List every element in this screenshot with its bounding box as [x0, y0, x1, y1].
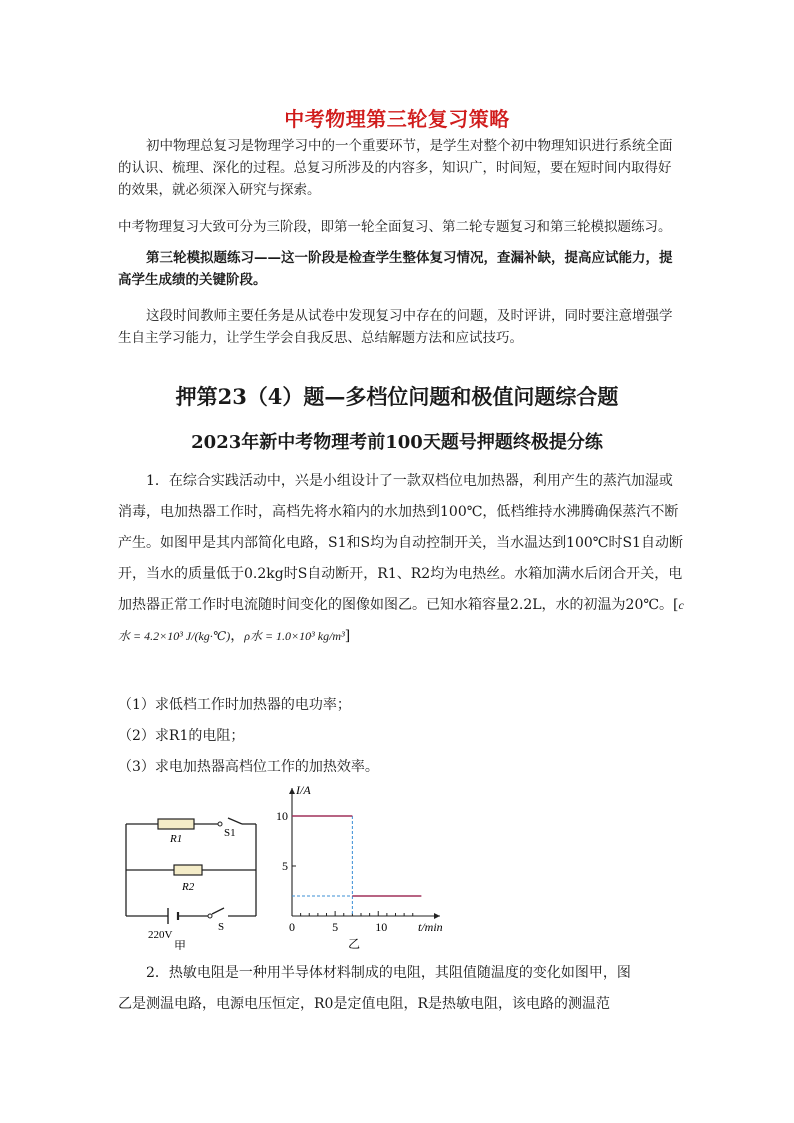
subquestion-2: （2）求R1的电阻；	[118, 728, 245, 744]
circuit-diagram	[118, 800, 268, 950]
question-2-text	[118, 958, 684, 1020]
resistor-r1	[158, 819, 194, 829]
question-2-line-1: 2．热敏电阻是一种用半导体材料制成的电阻，其阻值随温度的变化如图甲，图	[146, 965, 631, 981]
x-tick-label: 5	[332, 920, 339, 934]
label-voltage: 220V	[148, 929, 173, 941]
x-tick-label: 0	[289, 920, 295, 934]
x-axis-label: t/min	[418, 920, 443, 934]
section-subheading: 2023年新中考物理考前100天题号押题终极提分练	[191, 432, 603, 453]
x-axis-arrow	[434, 913, 440, 919]
subquestion-3: （3）求电加热器高档位工作的加热效率。	[118, 759, 379, 775]
intro-paragraph-4: 这段时间教师主要任务是从试卷中发现复习中存在的问题，及时评讲，同时要注意增强学生自主学习能力，让学生学会自我反思、总结解题方法和应试技巧。	[118, 308, 673, 346]
section-heading: 押第23（4）题—多档位问题和极值问题综合题	[175, 384, 619, 409]
y-tick-label: 5	[282, 859, 288, 873]
x-tick-label: 10	[375, 920, 388, 934]
label-s1: S1	[224, 827, 236, 839]
question-1-body: 1．在综合实践活动中，兴是小组设计了一款双档位电加热器，利用产生的蒸汽加湿或消毒，电加热器工作时，高档先将水箱内的水加热到100℃，低档维持水沸腾确保蒸汽不断产生。如图甲是其内部简化电路，S1和S均为自动控制开关，当水温达到100℃时S1自动断开，当水的质量低于0.2kg时S自动断开，R1、R2均为电热丝。水箱加满水后闭合开关，电加热器正常工作时电流随时间变化的图像如图乙。已知水箱容量2.2L，水的初温为20℃。[	[118, 473, 683, 613]
current-time-chart	[268, 784, 448, 954]
question-2-line-2: 乙是测温电路，电源电压恒定，R0是定值电阻，R是热敏电阻，该电路的测温范	[118, 996, 610, 1012]
label-r1: R1	[170, 833, 183, 845]
chart-caption: 乙	[348, 937, 361, 951]
formula-density: ρ水 = 1.0×10³ kg/m³	[244, 629, 345, 643]
y-axis-label: I/A	[296, 784, 311, 797]
label-s: S	[218, 921, 225, 933]
label-r2: R2	[182, 881, 195, 893]
resistor-r2	[174, 865, 202, 875]
question-1-text: 1．在综合实践活动中，兴是小组设计了一款双档位电加热器，利用产生的蒸汽加湿或消毒，电加热器工作时，高档先将水箱内的水加热到100℃，低档维持水沸腾确保蒸汽不断产生。如图甲是其内部简化电路，S1和S均为自动控制开关，当水温达到100℃时S1自动断开，当水的质量低于0.2kg时S自动断开，R1、R2均为电热丝。水箱加满水后闭合开关，电加热器正常工作时电流随时间变化的图像如图乙。已知水箱容量2.2L，水的初温为20℃。[c水 = 4.2×10³ J/(kg·℃)，ρ水 = 1.0×10³ kg/m³]	[118, 473, 684, 644]
intro-paragraph-1: 初中物理总复习是物理学习中的一个重要环节，是学生对整个初中物理知识进行系统全面的认识、梳理、深化的过程。总复习所涉及的内容多，知识广，时间短，要在短时间内取得好的效果，就必须深入研究与探索。	[118, 138, 673, 198]
close-bracket: ]	[344, 628, 351, 644]
circuit-caption: 甲	[174, 939, 187, 950]
subquestion-1: （1）求低档工作时加热器的电功率；	[118, 697, 351, 713]
y-tick-label: 10	[276, 809, 288, 823]
document-title: 中考物理第三轮复习策略	[284, 107, 510, 131]
intro-paragraph-3: 第三轮模拟题练习——这一阶段是检查学生整体复习情况，查漏补缺，提高应试能力，提高学生成绩的关键阶段。	[118, 250, 673, 288]
intro-paragraph-2: 中考物理复习大致可分为三阶段，即第一轮全面复习、第二轮专题复习和第三轮模拟题练习。	[118, 219, 672, 235]
formula-specific-heat: c水 = 4.2×10³ J/(kg·℃)	[118, 598, 684, 643]
y-axis-arrow	[289, 788, 295, 794]
question-1-subquestions	[118, 690, 379, 783]
